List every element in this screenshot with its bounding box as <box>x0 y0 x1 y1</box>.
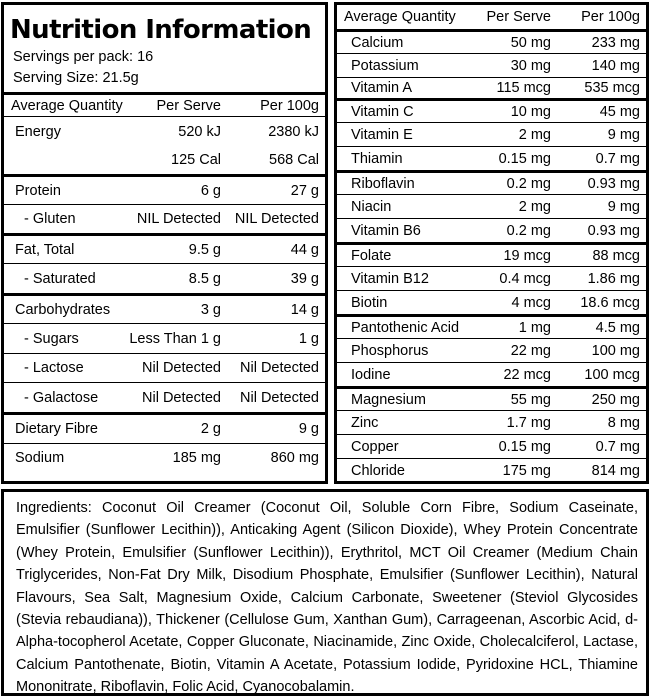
nutrient-label: Biotin <box>351 294 388 311</box>
table-row <box>4 293 325 323</box>
micronutrient-panel <box>334 2 649 484</box>
per-serve-value: 3 g <box>200 301 221 318</box>
header-per-serve: Per Serve <box>156 97 221 114</box>
nutrient-label: Magnesium <box>351 391 426 408</box>
per-100g-value: 1 g <box>298 330 319 347</box>
table-row <box>4 323 325 353</box>
per-100g-value: 100 mcg <box>584 366 640 383</box>
per-100g-value: 2380 kJ <box>268 123 319 140</box>
per-100g-value: 250 mg <box>591 391 640 408</box>
per-serve-value: Nil Detected <box>142 389 221 406</box>
serving-size: Serving Size: 21.5g <box>13 70 139 86</box>
micronutrient-rows <box>337 29 646 482</box>
nutrient-label: Energy <box>15 123 61 140</box>
table-row <box>337 386 646 410</box>
table-header <box>4 92 325 116</box>
nutrient-label: Fat, Total <box>15 241 75 258</box>
table-row <box>337 242 646 266</box>
per-100g-value: 18.6 mcg <box>580 294 640 311</box>
per-100g-value: 39 g <box>290 270 319 287</box>
per-serve-value: 10 mg <box>510 103 551 120</box>
ingredients-panel <box>1 489 649 696</box>
per-100g-value: 860 mg <box>270 450 319 466</box>
per-serve-value: 0.15 mg <box>498 438 551 455</box>
nutrient-label: Copper <box>351 438 399 455</box>
nutrient-label: - Sugars <box>24 330 79 347</box>
per-serve-value: 2 g <box>200 421 221 437</box>
table-row <box>337 362 646 386</box>
nutrient-label: Phosphorus <box>351 342 429 359</box>
per-100g-value: 0.93 mg <box>587 222 640 239</box>
nutrient-label: Potassium <box>351 57 419 74</box>
per-100g-value: 1.86 mg <box>587 270 640 287</box>
table-row <box>4 353 325 382</box>
table-row <box>4 412 325 443</box>
table-row <box>337 314 646 338</box>
table-row <box>337 122 646 146</box>
nutrient-label: Dietary Fibre <box>15 421 98 437</box>
per-100g-value: 140 mg <box>591 57 640 74</box>
per-serve-value: 6 g <box>200 182 221 199</box>
nutrient-label: Niacin <box>351 198 392 215</box>
per-serve-value: 0.2 mg <box>506 222 551 239</box>
per-serve-value: 22 mg <box>510 342 551 359</box>
per-serve-value: 115 mcg <box>496 80 551 96</box>
table-row <box>337 194 646 218</box>
per-100g-value: 100 mg <box>591 342 640 359</box>
table-row <box>337 458 646 482</box>
table-header <box>337 5 646 29</box>
table-row <box>337 146 646 170</box>
per-100g-value: 8 mg <box>607 414 640 431</box>
nutrient-label: Vitamin B6 <box>351 222 421 239</box>
nutrient-label: Calcium <box>351 34 404 51</box>
table-row <box>337 290 646 314</box>
header-per-100g: Per 100g <box>581 9 640 25</box>
per-serve-value: 8.5 g <box>188 270 221 287</box>
per-serve-value: 55 mg <box>510 391 551 408</box>
table-row <box>337 266 646 290</box>
per-serve-value: Less Than 1 g <box>129 330 221 347</box>
per-serve-value: 175 mg <box>502 462 551 479</box>
panel-title: Nutrition Information <box>10 15 312 45</box>
per-100g-value: 568 Cal <box>269 152 319 168</box>
nutrient-label: Chloride <box>351 462 405 479</box>
per-100g-value: 27 g <box>290 182 319 199</box>
per-serve-value: 125 Cal <box>171 152 221 168</box>
table-row <box>337 434 646 458</box>
nutrient-label: Iodine <box>351 366 391 383</box>
per-100g-value: 233 mg <box>591 34 640 51</box>
nutrient-label: Pantothenic Acid <box>351 319 460 336</box>
per-100g-value: Nil Detected <box>240 360 319 376</box>
per-serve-value: 50 mg <box>510 34 551 51</box>
per-serve-value: 19 mcg <box>503 247 551 264</box>
per-100g-value: 0.7 mg <box>595 150 640 167</box>
per-100g-value: 9 mg <box>607 126 640 143</box>
nutrient-label: Vitamin B12 <box>351 270 429 287</box>
nutrient-label: Riboflavin <box>351 175 415 192</box>
per-serve-value: 0.4 mcg <box>499 270 551 287</box>
table-row <box>337 410 646 434</box>
per-100g-value: NIL Detected <box>234 211 319 227</box>
per-100g-value: 45 mg <box>599 103 640 120</box>
nutrient-label: Vitamin C <box>351 103 414 120</box>
per-100g-value: 9 mg <box>607 198 640 215</box>
table-row <box>337 218 646 242</box>
nutrient-label: Protein <box>15 182 61 199</box>
header-average-quantity: Average Quantity <box>344 9 456 25</box>
per-serve-value: Nil Detected <box>142 360 221 376</box>
per-100g-value: 0.7 mg <box>595 438 640 455</box>
table-row <box>4 382 325 412</box>
nutrient-label: Sodium <box>15 450 65 466</box>
table-row <box>4 116 325 146</box>
per-100g-value: 535 mcg <box>584 80 640 96</box>
per-serve-value: 22 mcg <box>503 366 551 383</box>
header-per-100g: Per 100g <box>260 97 319 114</box>
per-serve-value: 1 mg <box>518 319 551 336</box>
nutrition-rows <box>4 116 325 472</box>
nutrient-label: - Gluten <box>24 211 76 227</box>
per-serve-value: 2 mg <box>518 198 551 215</box>
nutrient-label: Zinc <box>351 414 379 431</box>
per-100g-value: 88 mcg <box>592 247 640 264</box>
nutrient-label: - Saturated <box>24 270 96 287</box>
table-row <box>4 204 325 233</box>
nutrient-label: Vitamin E <box>351 126 413 143</box>
table-row <box>337 98 646 122</box>
table-row <box>4 263 325 293</box>
per-100g-value: 0.93 mg <box>587 175 640 192</box>
per-serve-value: 30 mg <box>510 57 551 74</box>
nutrition-panel <box>1 2 328 484</box>
table-row <box>337 53 646 77</box>
table-row <box>337 170 646 194</box>
table-row <box>4 443 325 472</box>
nutrient-label: - Galactose <box>24 389 99 406</box>
table-row <box>337 29 646 53</box>
per-serve-value: 2 mg <box>518 126 551 143</box>
table-row <box>4 174 325 204</box>
per-serve-value: NIL Detected <box>136 211 221 227</box>
nutrient-label: - Lactose <box>24 360 84 376</box>
table-row <box>337 338 646 362</box>
header-average-quantity: Average Quantity <box>11 97 123 114</box>
per-100g-value: 4.5 mg <box>595 319 640 336</box>
per-serve-value: 0.2 mg <box>506 175 551 192</box>
per-100g-value: 14 g <box>290 301 319 318</box>
per-100g-value: 814 mg <box>591 462 640 479</box>
table-row <box>4 146 325 174</box>
per-serve-value: 520 kJ <box>178 123 221 140</box>
table-row <box>4 233 325 263</box>
nutrient-label: Carbohydrates <box>15 301 111 318</box>
servings-per-pack: Servings per pack: 16 <box>13 49 154 65</box>
per-serve-value: 4 mcg <box>511 294 551 311</box>
per-100g-value: 9 g <box>298 421 319 437</box>
per-serve-value: 1.7 mg <box>506 414 551 431</box>
per-serve-value: 9.5 g <box>188 241 221 258</box>
nutrient-label: Vitamin A <box>351 80 412 96</box>
per-serve-value: 185 mg <box>172 450 221 466</box>
table-row <box>337 77 646 98</box>
nutrient-label: Folate <box>351 247 392 264</box>
ingredients-text: Ingredients: Coconut Oil Creamer (Coconut Oil, Soluble Corn Fibre, Sodium Caseinate, Emulsifier (Sunflower Lecithin)), Anticaking Agent (Silicon Dioxide), Whey Protein Concentrate (Whey Protein, Emulsifier (Sunflower Lecithin)), Erythritol, MCT Oil Creamer (Medium Chain Triglycerides, Non-Fat Dry Milk, Disodium Phosphate, Emulsifier (Sunflower Lecithin), Natural Flavours, Sea Salt, Magnesium Oxide, Calcium Carbonate, Sweetener (Steviol Glycosides (Stevia rebaudiana)), Thickener (Cellulose Gum, Xanthan Gum), Carrageenan, Ascorbic Acid, d-Alpha-tocopherol Acetate, Copper Gluconate, Niacinamide, Zinc Oxide, Cholecalciferol, Lactase, Calcium Pantothenate, Biotin, Vitamin A Acetate, Potassium Iodide, Pyridoxine HCL, Thiamine Mononitrate, Riboflavin, Folic Acid, Cyanocobalamin. <box>16 500 638 696</box>
header-per-serve: Per Serve <box>486 9 551 25</box>
per-serve-value: 0.15 mg <box>498 150 551 167</box>
per-100g-value: 44 g <box>290 241 319 258</box>
nutrient-label: Thiamin <box>351 150 403 167</box>
per-100g-value: Nil Detected <box>240 389 319 406</box>
